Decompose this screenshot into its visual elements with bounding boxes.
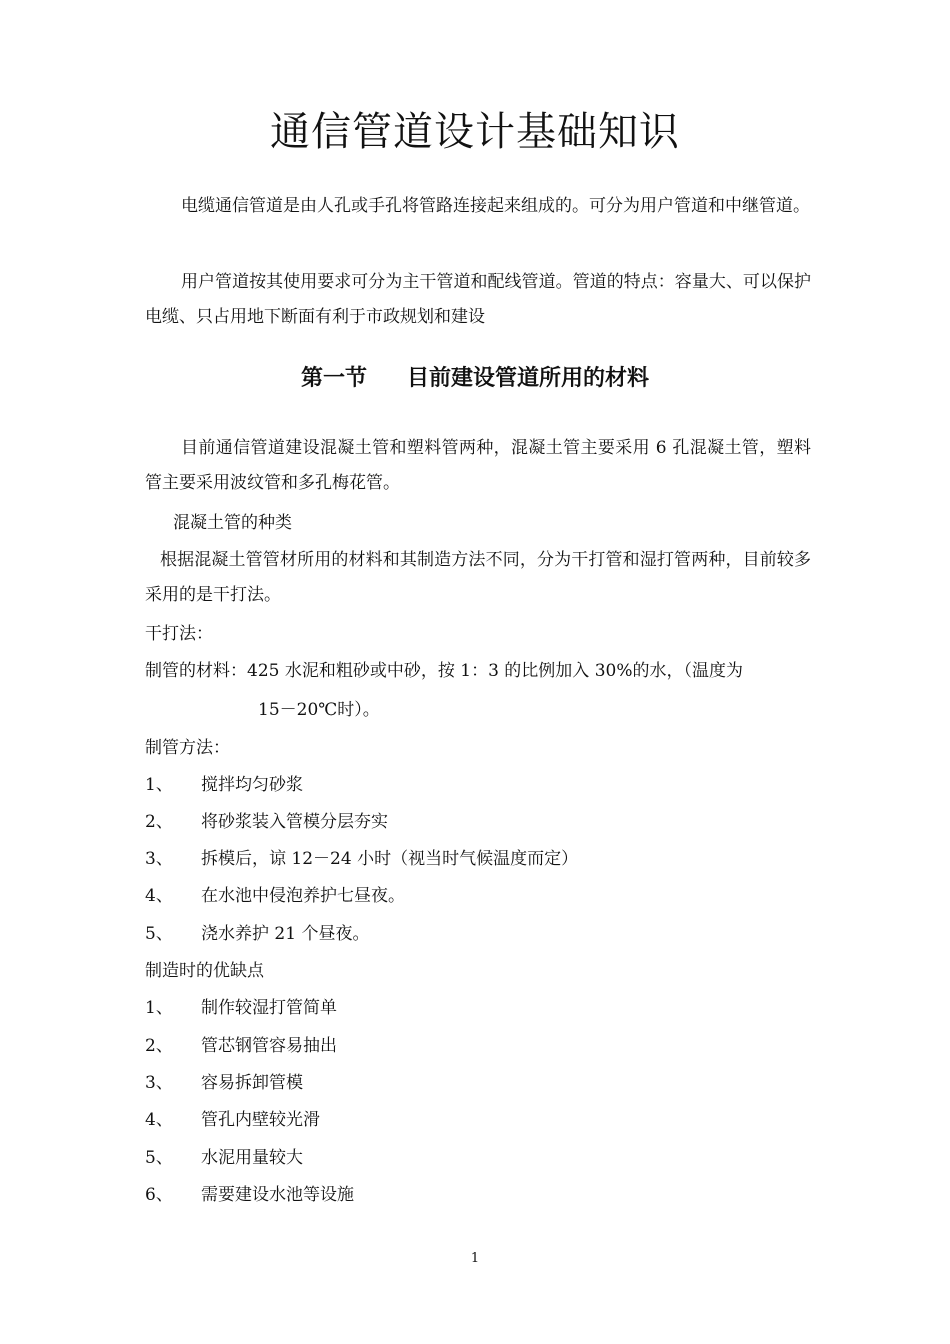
list-item: 3、 拆模后，谅 12－24 小时（视当时气候温度而定） — [145, 849, 579, 869]
page-number: 1 — [470, 1251, 480, 1266]
body-paragraph-1: 目前通信管道建设混凝土管和塑料管两种，混凝土管主要采用 6 孔混凝土管，塑料管主要采用波纹管和多孔梅花管。 — [145, 438, 811, 493]
list-item: 6、 需要建设水池等设施 — [145, 1185, 354, 1205]
list-item: 1、 搅拌均匀砂浆 — [145, 775, 303, 795]
section-label: 第一节 — [300, 366, 367, 391]
section-heading — [0, 362, 950, 396]
section-title: 目前建设管道所用的材料 — [407, 366, 650, 391]
list-item: 3、 容易拆卸管模 — [145, 1073, 303, 1093]
material-line-1: 制管的材料：425 水泥和粗砂或中砂，按 1：3 的比例加入 30%的水，（温度为 — [145, 661, 743, 681]
page-title: 通信管道设计基础知识 — [270, 109, 680, 155]
list-item: 5、 浇水养护 21 个昼夜。 — [145, 924, 370, 944]
list-item: 2、 将砂浆装入管模分层夯实 — [145, 812, 388, 832]
pros-cons-label: 制造时的优缺点 — [145, 961, 264, 981]
list-item: 4、 在水池中侵泡养护七昼夜。 — [145, 886, 405, 906]
list-item: 5、 水泥用量较大 — [145, 1148, 303, 1168]
method-label: 制管方法： — [145, 738, 230, 758]
intro-paragraph-2: 用户管道按其使用要求可分为主干管道和配线管道。管道的特点：容量大、可以保护电缆、只占用地下断面有利于市政规划和建设 — [145, 272, 811, 327]
subheading-concrete-types: 混凝土管的种类 — [173, 513, 292, 533]
dry-method-label: 干打法： — [145, 624, 213, 644]
list-item: 4、 管孔内壁较光滑 — [145, 1110, 320, 1130]
intro-paragraph-1: 电缆通信管道是由人孔或手孔将管路连接起来组成的。可分为用户管道和中继管道。 — [181, 196, 810, 216]
material-line-2: 15－20℃时）。 — [258, 700, 380, 720]
list-item: 1、 制作较湿打管简单 — [145, 998, 337, 1018]
list-item: 2、 管芯钢管容易抽出 — [145, 1036, 337, 1056]
body-paragraph-2: 根据混凝土管管材所用的材料和其制造方法不同，分为干打管和湿打管两种，目前较多采用的是干打法。 — [145, 550, 811, 605]
